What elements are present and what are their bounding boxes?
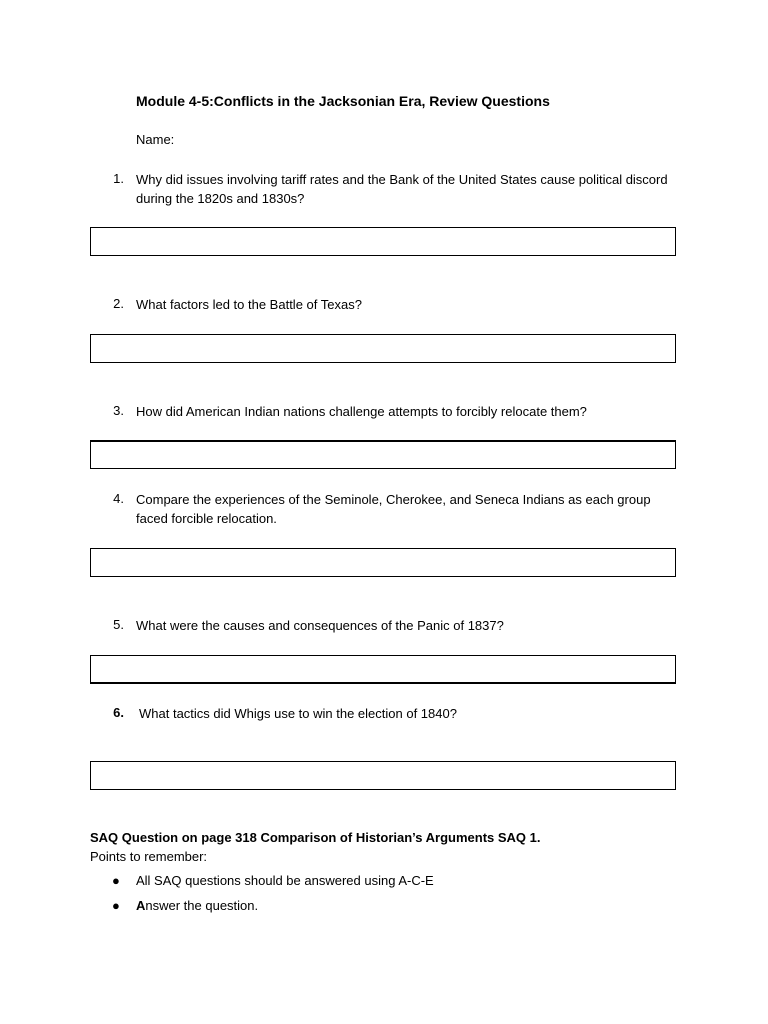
points-label: Points to remember: bbox=[90, 849, 208, 864]
answer-2-input[interactable] bbox=[90, 334, 676, 363]
question-5-number: 5. bbox=[113, 617, 124, 632]
question-2-text: What factors led to the Battle of Texas? bbox=[136, 297, 362, 312]
answer-3-input[interactable] bbox=[90, 440, 676, 469]
name-label: Name: bbox=[136, 132, 175, 147]
question-6-text: What tactics did Whigs use to win the election of 1840? bbox=[139, 706, 457, 721]
question-4-number: 4. bbox=[113, 491, 124, 506]
bullet-2-text: nswer the question. bbox=[145, 898, 259, 913]
answer-4-input[interactable] bbox=[90, 548, 676, 577]
question-6-number: 6. bbox=[113, 705, 124, 720]
bullet-icon: ● bbox=[112, 873, 120, 888]
question-3-text: How did American Indian nations challenge attempts to forcibly relocate them? bbox=[136, 404, 587, 419]
question-1-text: Why did issues involving tariff rates and the Bank of the United States cause political discord during the 1820s and 1830s? bbox=[136, 172, 668, 206]
answer-5-input[interactable] bbox=[90, 655, 676, 684]
answer-1-input[interactable] bbox=[90, 227, 676, 256]
question-1-number: 1. bbox=[113, 171, 124, 186]
bullet-1-text: All SAQ questions should be answered using A-C-E bbox=[136, 873, 434, 888]
question-2-number: 2. bbox=[113, 296, 124, 311]
bullet-2-bold-prefix: A bbox=[136, 898, 146, 913]
answer-6-input[interactable] bbox=[90, 761, 676, 790]
bullet-icon: ● bbox=[112, 898, 120, 913]
saq-heading: SAQ Question on page 318 Comparison of Historian’s Arguments SAQ 1. bbox=[90, 830, 541, 845]
question-5-text: What were the causes and consequences of the Panic of 1837? bbox=[136, 618, 504, 633]
document-title: Module 4-5:Conflicts in the Jacksonian Era, Review Questions bbox=[136, 93, 550, 109]
bullet-2-item bbox=[136, 898, 258, 913]
question-4-text: Compare the experiences of the Seminole, Cherokee, and Seneca Indians as each group faced forcible relocation. bbox=[136, 492, 651, 526]
question-3-number: 3. bbox=[113, 403, 124, 418]
